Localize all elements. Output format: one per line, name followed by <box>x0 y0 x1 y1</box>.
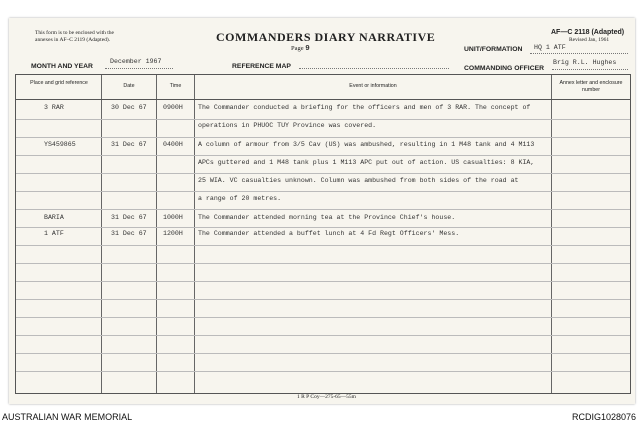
ruled-line <box>16 227 630 228</box>
record-id: RCDIG1028076 <box>571 412 636 422</box>
commanding-officer-label: COMMANDING OFFICER <box>464 65 545 72</box>
month-year-value: December 1967 <box>110 58 162 65</box>
ruled-line <box>16 335 630 336</box>
diary-sheet <box>9 18 635 404</box>
page-number-label <box>291 45 310 53</box>
unit-underline <box>530 53 628 54</box>
entry-time: 1000H <box>163 214 183 221</box>
col-header-annex: Annex letter and enclosure number <box>559 80 623 93</box>
unit-formation-value: HQ 1 ATF <box>534 44 566 51</box>
entry-time: 1200H <box>163 230 183 237</box>
ruled-line <box>16 299 630 300</box>
print-code: 1 R P Coy—275-65—55m <box>297 394 356 400</box>
entry-text-line: operations in PHUOC TUY Province was covered. <box>198 122 377 129</box>
entry-date: 31 Dec 67 <box>111 230 147 237</box>
ruled-line <box>16 155 630 156</box>
col-header-date: Date <box>123 83 135 89</box>
enclosure-note-line1: This form is to be enclosed with the <box>35 30 114 36</box>
enclosure-note-line2: annexes in AF–C 2119 (Adapted). <box>35 37 111 43</box>
col-divider <box>156 75 157 393</box>
entry-time: 0400H <box>163 141 183 148</box>
ruled-line <box>16 281 630 282</box>
entry-date: 31 Dec 67 <box>111 214 147 221</box>
ruled-line <box>16 191 630 192</box>
page-title: COMMANDERS DIARY NARRATIVE <box>216 30 436 44</box>
ruled-line <box>16 263 630 264</box>
entry-text-line: a range of 20 metres. <box>198 195 282 202</box>
entry-time: 0900H <box>163 104 183 111</box>
unit-formation-label: UNIT/FORMATION <box>464 46 523 53</box>
col-header-time: Time <box>169 83 182 89</box>
ruled-line <box>16 371 630 372</box>
entry-text-line: The Commander attended morning tea at the Province Chief's house. <box>198 214 456 221</box>
reference-map-label: REFERENCE MAP <box>232 63 291 70</box>
form-code: AF—C 2118 (Adapted) <box>551 29 625 36</box>
diary-table <box>15 74 631 394</box>
ruled-line <box>16 245 630 246</box>
month-underline <box>105 68 173 69</box>
ruled-line <box>16 119 630 120</box>
commanding-officer-value: Brig R.L. Hughes <box>553 59 617 66</box>
col-header-event: Event or information <box>349 83 397 89</box>
entry-text-line: A column of armour from 3/5 Cav (US) was ambushed, resulting in 1 M48 tank and 4 M113 <box>198 141 535 148</box>
entry-text-line: 25 WIA. VC casualties unknown. Column was ambushed from both sides of the road at <box>198 177 519 184</box>
entry-place: 1 ATF <box>44 230 64 237</box>
entry-place: YS459865 <box>44 141 76 148</box>
ruled-line <box>16 317 630 318</box>
entry-date: 31 Dec 67 <box>111 141 147 148</box>
page-label: Page <box>291 45 304 52</box>
col-divider <box>194 75 195 393</box>
map-underline <box>299 68 449 69</box>
entry-text-line: The Commander conducted a briefing for the officers and men of 3 RAR. The concept of <box>198 104 531 111</box>
entry-text-line: APCs guttered and 1 M48 tank plus 1 M113 APC put out of action. US casualties: 8 KIA, <box>198 159 535 166</box>
entry-place: 3 RAR <box>44 104 64 111</box>
page-number: 9 <box>305 45 310 53</box>
col-divider <box>101 75 102 393</box>
col-header-place: Place and grid reference <box>30 80 88 86</box>
officer-underline <box>552 69 628 70</box>
ruled-line <box>16 137 630 138</box>
header-divider <box>16 99 630 100</box>
ruled-line <box>16 173 630 174</box>
entry-text-line: The Commander attended a buffet lunch at 4 Fd Regt Officers' Mess. <box>198 230 460 237</box>
entry-date: 30 Dec 67 <box>111 104 147 111</box>
ruled-line <box>16 353 630 354</box>
form-revised: Revised Jan, 1961 <box>569 37 610 43</box>
ruled-line <box>16 209 630 210</box>
month-year-label: MONTH AND YEAR <box>31 63 93 70</box>
entry-place: BARIA <box>44 214 64 221</box>
col-divider <box>551 75 552 393</box>
archive-name: AUSTRALIAN WAR MEMORIAL <box>2 412 133 422</box>
